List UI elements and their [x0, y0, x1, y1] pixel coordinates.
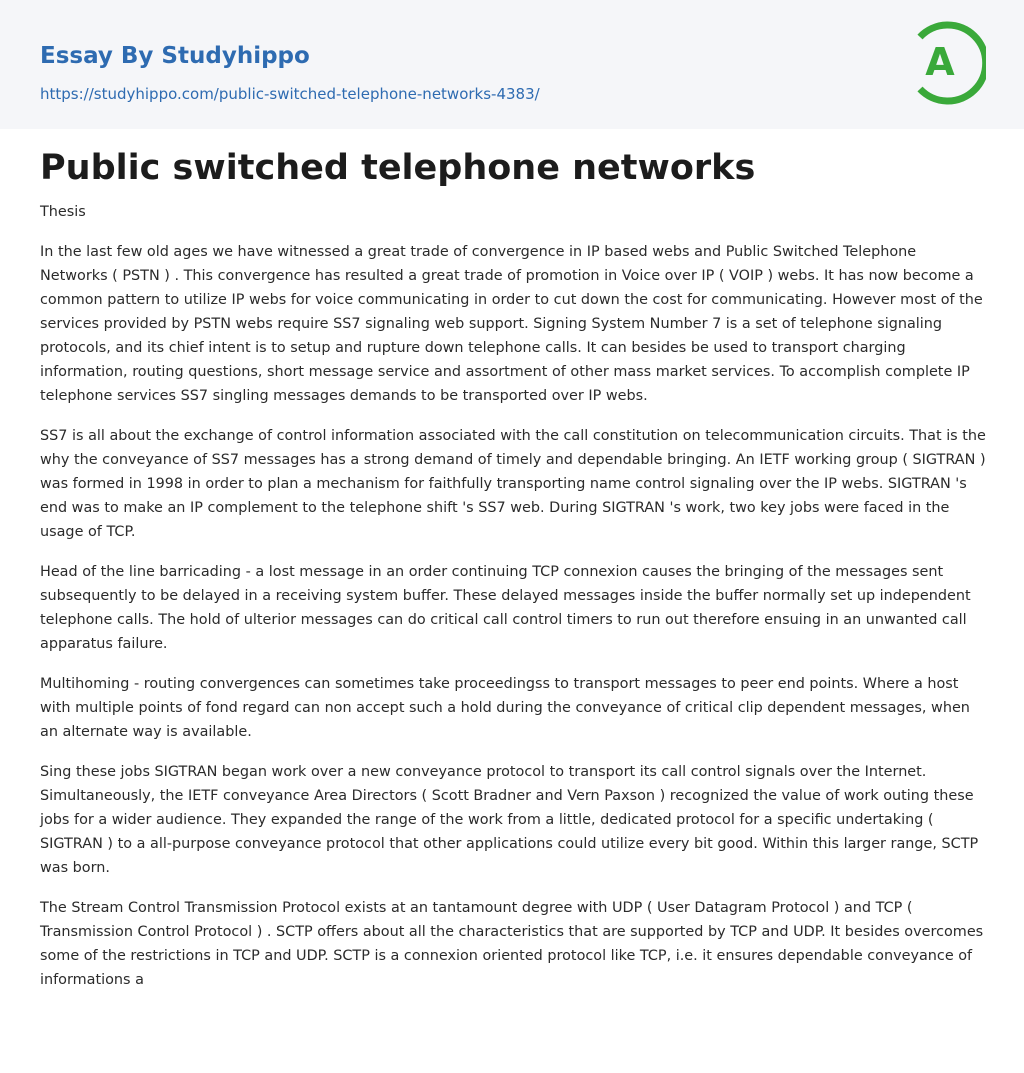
essay-paragraph: In the last few old ages we have witnessed a great trade of convergence in IP based webs and Public Switched Telephone Networks ( PSTN ) . This convergence has resulted a great trade of promotion in Voice over IP ( VOIP ) webs. It has now become a common pattern to utilize IP webs for voice communicating in order to cut down the cost for communicating. However most of the services provided by PSTN webs require SS7 signaling web support. Signing System Number 7 is a set of telephone signaling protocols, and its chief intent is to setup and rupture down telephone calls. It can besides be used to transport charging information, routing questions, short message service and assortment of other mass market services. To accomplish complete IP telephone services SS7 singling messages demands to be transported over IP webs. [40, 244, 983, 404]
site-brand[interactable]: Essay By Studyhippo [40, 43, 310, 69]
thesis-label: Thesis [40, 204, 86, 220]
essay-body [40, 200, 988, 1008]
essay-paragraph: SS7 is all about the exchange of control information associated with the call constitution on telecommunication circuits. That is the why the conveyance of SS7 messages has a strong demand of timely and dependable bringing. An IETF working group ( SIGTRAN ) was formed in 1998 in order to plan a mechanism for faithfully transporting name control signaling over the IP webs. SIGTRAN 's end was to make an IP complement to the telephone shift 's SS7 web. During SIGTRAN 's work, two key jobs were faced in the usage of TCP. [40, 428, 986, 540]
site-header [0, 0, 1024, 129]
essay-paragraph: Head of the line barricading - a lost message in an order continuing TCP connexion causes the bringing of the messages sent subsequently to be delayed in a receiving system buffer. These delayed messages inside the buffer normally set up independent telephone calls. The hold of ulterior messages can do critical call control timers to run out therefore ensuing in an unwanted call apparatus failure. [40, 564, 971, 652]
essay-url-link[interactable]: https://studyhippo.com/public-switched-telephone-networks-4383/ [40, 85, 540, 103]
logo-letter: A [925, 40, 955, 84]
studyhippo-logo-icon[interactable] [912, 20, 986, 106]
essay-paragraph: Sing these jobs SIGTRAN began work over a new conveyance protocol to transport its call control signals over the Internet. Simultaneously, the IETF conveyance Area Directors ( Scott Bradner and Vern Paxson ) recognized the value of work outing these jobs for a wider audience. They expanded the range of the work from a little, dedicated protocol for a specific undertaking ( SIGTRAN ) to a all-purpose conveyance protocol that other applications could utilize every bit good. Within this larger range, SCTP was born. [40, 764, 979, 876]
essay-paragraph: The Stream Control Transmission Protocol exists at an tantamount degree with UDP ( User Datagram Protocol ) and TCP ( Transmission Control Protocol ) . SCTP offers about all the characteristics that are supported by TCP and UDP. It besides overcomes some of the restrictions in TCP and UDP. SCTP is a connexion oriented protocol like TCP, i.e. it ensures dependable conveyance of informations a [40, 900, 984, 988]
essay-title: Public switched telephone networks [40, 148, 756, 188]
essay-paragraph: Multihoming - routing convergences can sometimes take proceedingss to transport messages to peer end points. Where a host with multiple points of fond regard can non accept such a hold during the conveyance of critical clip dependent messages, when an alternate way is available. [40, 676, 970, 740]
